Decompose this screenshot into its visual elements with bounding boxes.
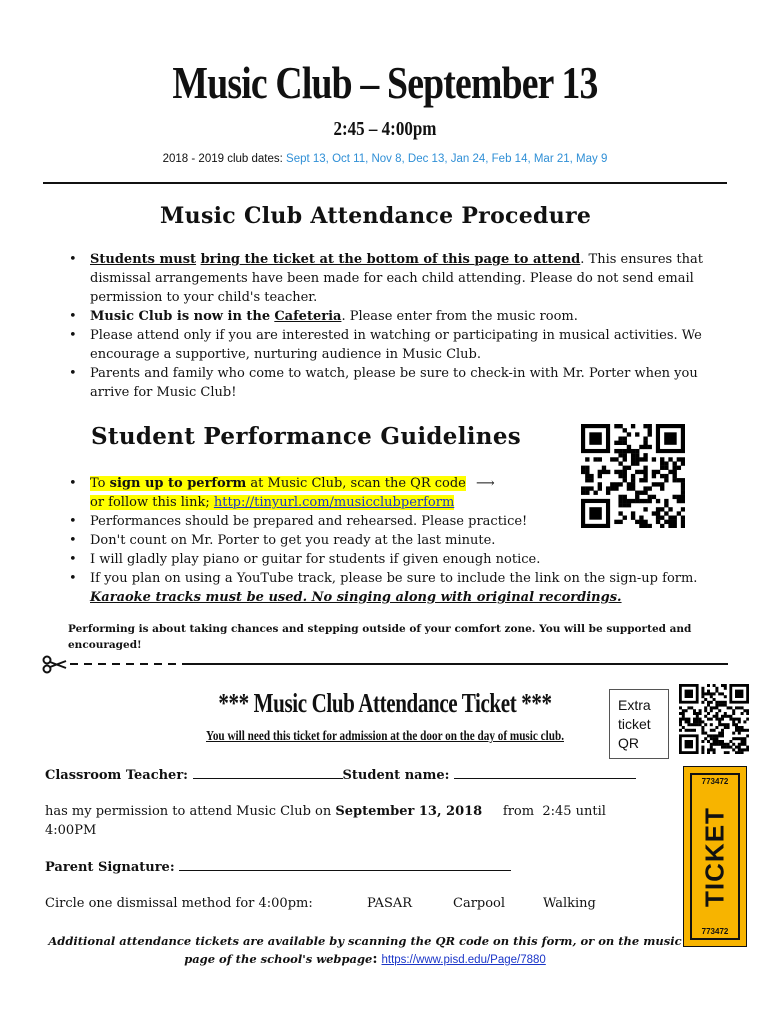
dismissal-line bbox=[45, 896, 665, 911]
permission-time: from 2:45 until 4:00PM bbox=[45, 804, 611, 838]
extra-label-line: ticket bbox=[618, 716, 651, 732]
bold-text: sign up to perform bbox=[109, 476, 247, 491]
club-dates-label: 2018 - 2019 club dates: bbox=[162, 153, 283, 165]
club-dates-list: Sept 13, Oct 11, Nov 8, Dec 13, Jan 24, Feb 14, Mar 21, May 9 bbox=[286, 153, 608, 165]
signature-field[interactable] bbox=[179, 858, 511, 871]
dismissal-option-carpool[interactable]: Carpool bbox=[453, 896, 506, 911]
student-name-field[interactable] bbox=[454, 766, 636, 779]
student-label: Student name: bbox=[342, 768, 454, 783]
highlight bbox=[90, 476, 466, 491]
teacher-student-line bbox=[45, 766, 636, 783]
school-webpage-link[interactable]: https://www.pisd.edu/Page/7880 bbox=[381, 954, 546, 966]
item-text: If you plan on using a YouTube track, please be sure to include the link on the sign-up form. bbox=[90, 571, 698, 586]
procedure-item bbox=[66, 250, 726, 307]
bold-text: Music Club is now in the bbox=[90, 309, 271, 324]
footer-colon: : bbox=[372, 951, 378, 967]
permission-text: has my permission to attend Music Club on bbox=[45, 804, 336, 819]
guideline-item bbox=[66, 474, 716, 512]
ticket-number: 773472 bbox=[701, 777, 729, 786]
bold-text: Cafeteria bbox=[274, 309, 342, 324]
ticket-stub bbox=[683, 766, 747, 947]
signup-link[interactable]: http://tinyurl.com/musicclubperform bbox=[213, 495, 455, 510]
bold-text: Karaoke tracks must be used. No singing along with original recordings. bbox=[90, 590, 622, 605]
teacher-field[interactable] bbox=[193, 766, 343, 779]
club-time: 2:45 – 4:00pm bbox=[333, 118, 437, 140]
header-divider bbox=[43, 182, 727, 184]
item-text: . Please enter from the music room. bbox=[341, 309, 578, 324]
permission-date: September 13, 2018 bbox=[335, 804, 483, 819]
procedure-list bbox=[66, 250, 726, 402]
extra-label-line: QR bbox=[618, 735, 639, 751]
ticket-number: 773472 bbox=[701, 927, 729, 936]
signature-label: Parent Signature: bbox=[45, 860, 180, 875]
extra-ticket-qr-label bbox=[609, 689, 669, 759]
page-title: Music Club – September 13 bbox=[172, 57, 598, 108]
guideline-item: • Performances should be prepared and rehearsed. Please practice! bbox=[66, 512, 716, 531]
guideline-item: • I will gladly play piano or guitar for students if given enough notice. bbox=[66, 550, 716, 569]
procedure-heading: Music Club Attendance Procedure bbox=[160, 203, 592, 229]
item-text: at Music Club, scan the QR code bbox=[246, 476, 466, 491]
guidelines-list bbox=[66, 474, 716, 607]
item-text: To bbox=[90, 476, 110, 491]
procedure-item: • Please attend only if you are interested in watching or participating in musical activities. We encourage a supportive, nurturing audience in Music Club. bbox=[66, 326, 726, 364]
procedure-item bbox=[66, 307, 726, 326]
extra-label-line: Extra bbox=[618, 697, 651, 713]
dismissal-option-walking[interactable]: Walking bbox=[543, 896, 596, 911]
cut-line bbox=[40, 654, 730, 674]
qr-code-icon[interactable] bbox=[679, 684, 749, 754]
ticket-subtitle: You will need this ticket for admission at the door on the day of music club. bbox=[205, 729, 565, 744]
item-text: . This ensures that dismissal arrangements have been made for each child attending. Please do not send email permission to your child's teacher. bbox=[90, 252, 703, 305]
guideline-item bbox=[66, 569, 716, 607]
performance-note: Performing is about taking chances and stepping outside of your comfort zone. You will be supported and encouraged! bbox=[68, 623, 692, 651]
footer-note bbox=[40, 932, 690, 969]
club-dates bbox=[0, 153, 770, 165]
highlight bbox=[90, 495, 454, 510]
bold-text: bring the ticket at the bottom of this page to attend bbox=[200, 252, 581, 267]
item-text: or follow this link; bbox=[90, 495, 214, 510]
dismissal-option-pasar[interactable]: PASAR bbox=[367, 896, 413, 911]
ticket-word: TICKET bbox=[699, 806, 730, 907]
guideline-item: • Don't count on Mr. Porter to get you ready at the last minute. bbox=[66, 531, 716, 550]
scissors-icon bbox=[44, 657, 67, 673]
footer-text: Additional attendance tickets are available by scanning the QR code on this form, or on the music page of the school's webpage bbox=[48, 934, 682, 966]
ticket-title: *** Music Club Attendance Ticket *** bbox=[218, 688, 552, 718]
permission-line bbox=[45, 802, 645, 840]
signature-line bbox=[45, 858, 511, 875]
procedure-item: • Parents and family who come to watch, please be sure to check-in with Mr. Porter when you arrive for Music Club! bbox=[66, 364, 726, 402]
dismissal-label: Circle one dismissal method for 4:00pm: bbox=[45, 896, 313, 911]
arrow-right-icon: ⟶ bbox=[476, 476, 495, 491]
guidelines-heading: Student Performance Guidelines bbox=[91, 423, 522, 450]
bold-text: Students must bbox=[90, 252, 197, 267]
teacher-label: Classroom Teacher: bbox=[45, 768, 193, 783]
